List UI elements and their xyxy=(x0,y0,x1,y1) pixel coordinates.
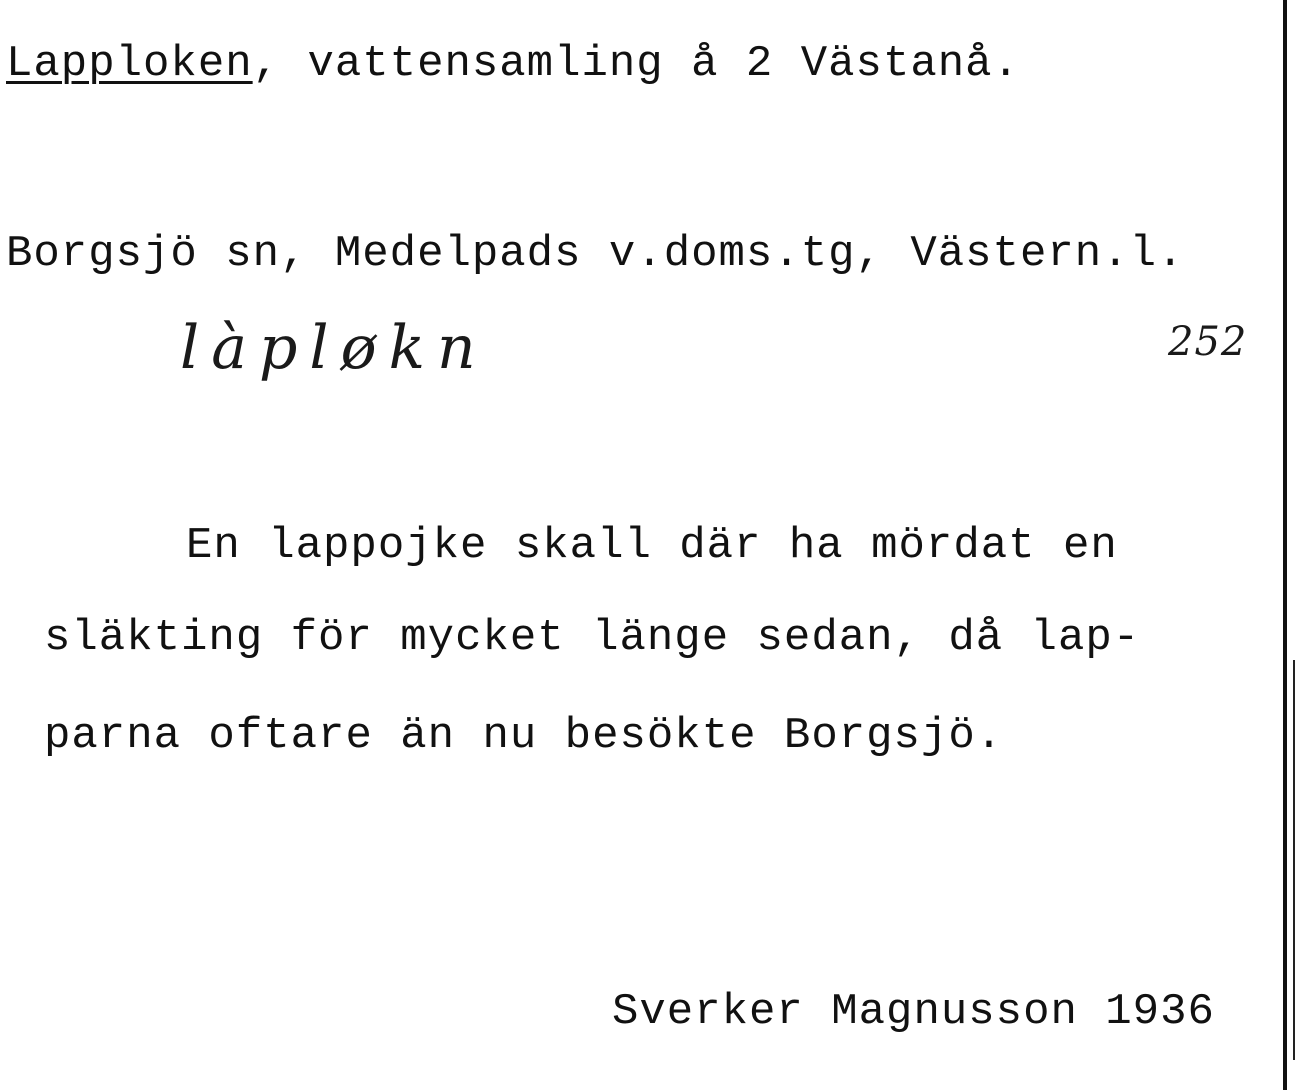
body-line-1: En lappojke skall där ha mördat en xyxy=(186,521,1118,571)
location-line: Borgsjö sn, Medelpads v.doms.tg, Västern.l. xyxy=(6,229,1185,279)
body-line-2: släkting för mycket länge sedan, då lap- xyxy=(44,613,1141,663)
signature-name: Sverker Magnusson xyxy=(612,987,1078,1037)
body-line-3: parna oftare än nu besökte Borgsjö. xyxy=(44,711,1004,761)
card-edge-line-thin xyxy=(1293,660,1295,1060)
phonetic-transcription: làpløkn xyxy=(180,313,488,383)
signature xyxy=(612,987,1215,1037)
heading-line xyxy=(6,39,1020,89)
heading-description: , vattensamling å 2 Västanå. xyxy=(252,39,1020,89)
card-number: 252 xyxy=(1168,319,1248,365)
headword: Lapploken xyxy=(6,39,253,89)
card-edge-line xyxy=(1283,0,1287,1090)
signature-year: 1936 xyxy=(1105,987,1215,1037)
